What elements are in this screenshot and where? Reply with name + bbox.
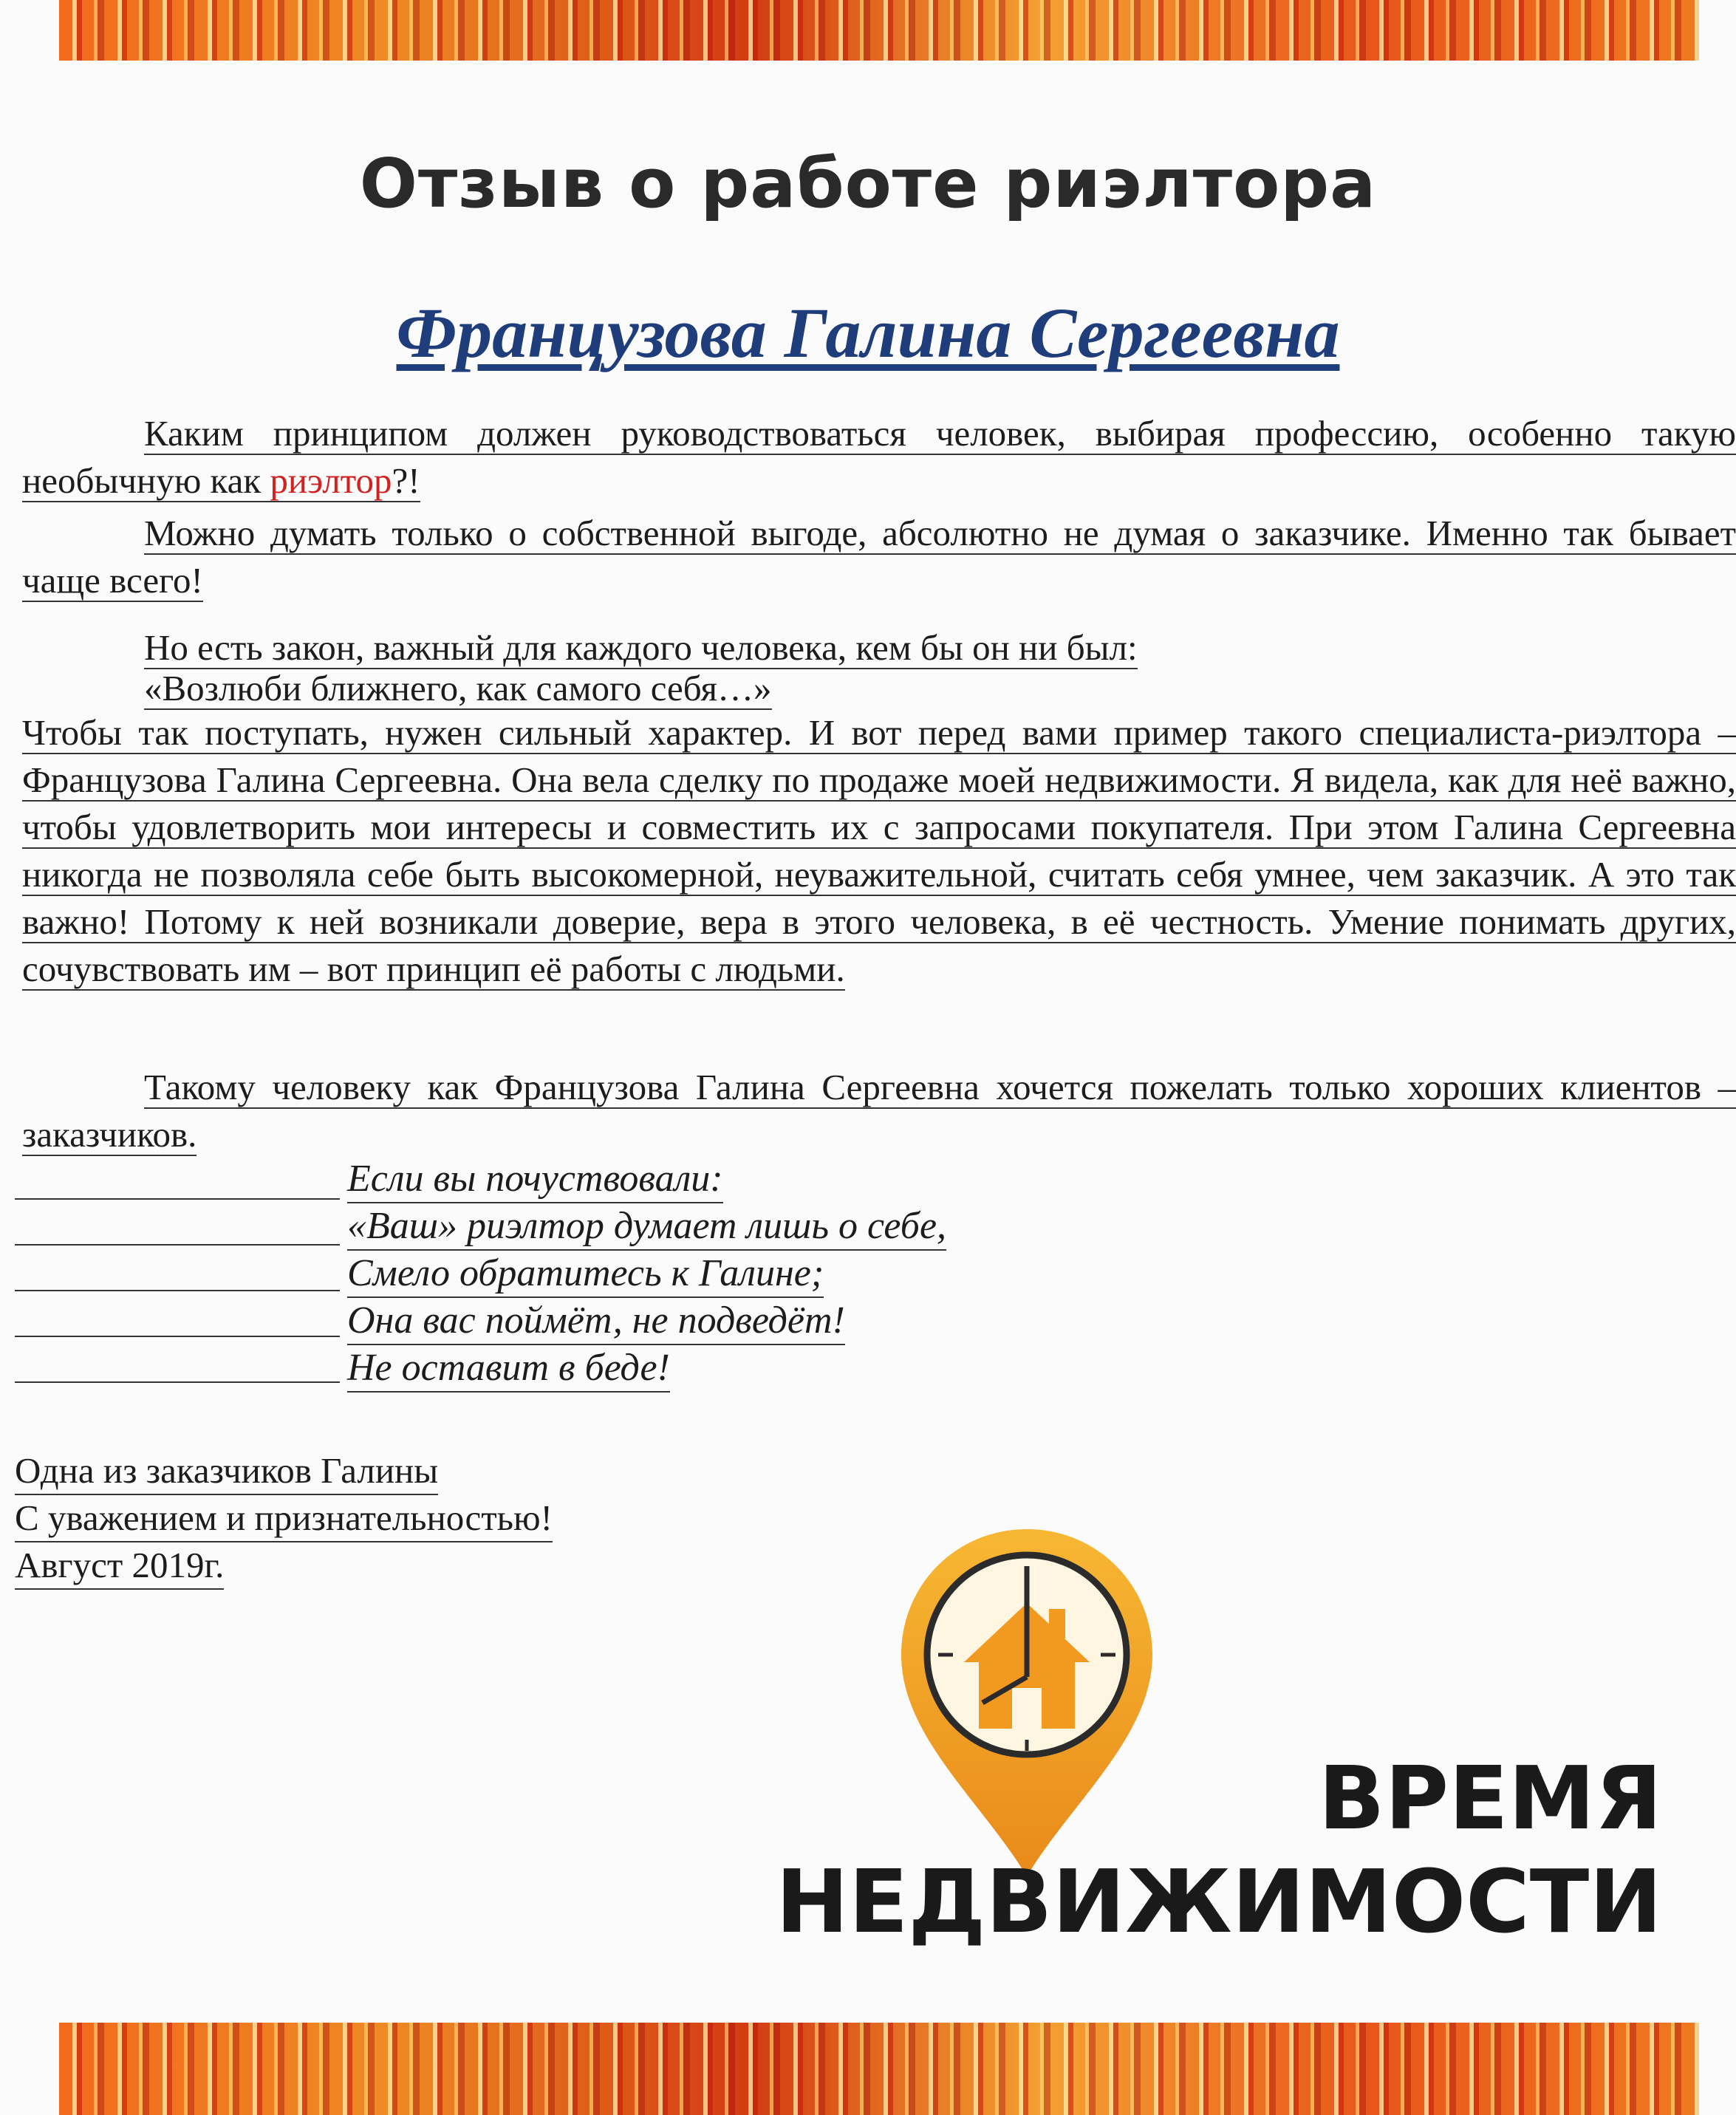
paragraph-1 [22,410,1736,505]
paragraph-5 [22,709,1736,993]
paragraph-2 [22,510,1736,604]
paragraph-1-text: Каким принципом должен руководствоваться человек, выбирая профессию, особенно такую необычную как [22,413,1736,501]
poem-rule [15,1290,340,1291]
poem-line: Она вас поймёт, не подведёт! [347,1298,845,1345]
paragraph-6-text: Такому человеку как Французова Галина Сергеевна хочется пожелать только хороших клиентов – заказчиков. [22,1067,1736,1155]
top-decorative-band [59,0,1699,61]
poem [347,1156,1381,1393]
paragraph-6 [22,1064,1736,1158]
brand-name-line-2: НЕДВИЖИМОСТИ [776,1851,1662,1952]
poem-line: Не оставит в беде! [347,1345,670,1393]
poem-rule [15,1381,340,1383]
poem-line: Смело обратитесь к Галине; [347,1251,824,1298]
paragraph-3-text: Но есть закон, важный для каждого человека, кем бы он ни был: [144,627,1138,668]
realtor-link-word: риэлтор [270,460,392,501]
paragraph-2-text: Можно думать только о собственной выгоде, абсолютно не думая о заказчике. Именно так бывает чаще всего! [22,513,1736,601]
page-title: Отзыв о работе риэлтора [359,144,1377,223]
poem-rule [15,1198,340,1200]
bottom-decorative-band [59,2023,1699,2115]
signature-regards: С уважением и признательностью! [15,1495,553,1542]
paragraph-4-text: «Возлюби ближнего, как самого себя…» [144,668,772,708]
signature-date: Август 2019г. [15,1542,224,1590]
brand-name-line-1: ВРЕМЯ [1318,1747,1662,1849]
poem-rule [15,1336,340,1337]
signature-author: Одна из заказчиков Галины [15,1448,438,1495]
realtor-name: Французова Галина Сергеевна [396,293,1340,372]
poem-line: Если вы почуствовали: [347,1156,723,1203]
paragraph-1-end: ?! [392,460,420,501]
signature-block [15,1448,553,1590]
poem-rule [15,1244,340,1246]
paragraph-5-text: Чтобы так поступать, нужен сильный характер. И вот перед вами пример такого специалиста-риэлтора – Французова Галина Сергеевна. Она вела сделку по продаже моей недвижимости. Я видела, как для неё важно, чтобы удовлетворить мои интересы и совместить их с запросами покупателя. При этом Галина Сергеевна никогда не позволяла себе быть высокомерной, неуважительной, считать себя умнее, чем заказчик. А это так важно! Потому к ней возникали доверие, вера в этого человека, в её честность. Умение понимать других, сочувствовать им – вот принцип её работы с людьми. [22,712,1736,989]
poem-line: «Ваш» риэлтор думает лишь о себе, [347,1203,946,1251]
paragraph-4 [22,665,1736,712]
